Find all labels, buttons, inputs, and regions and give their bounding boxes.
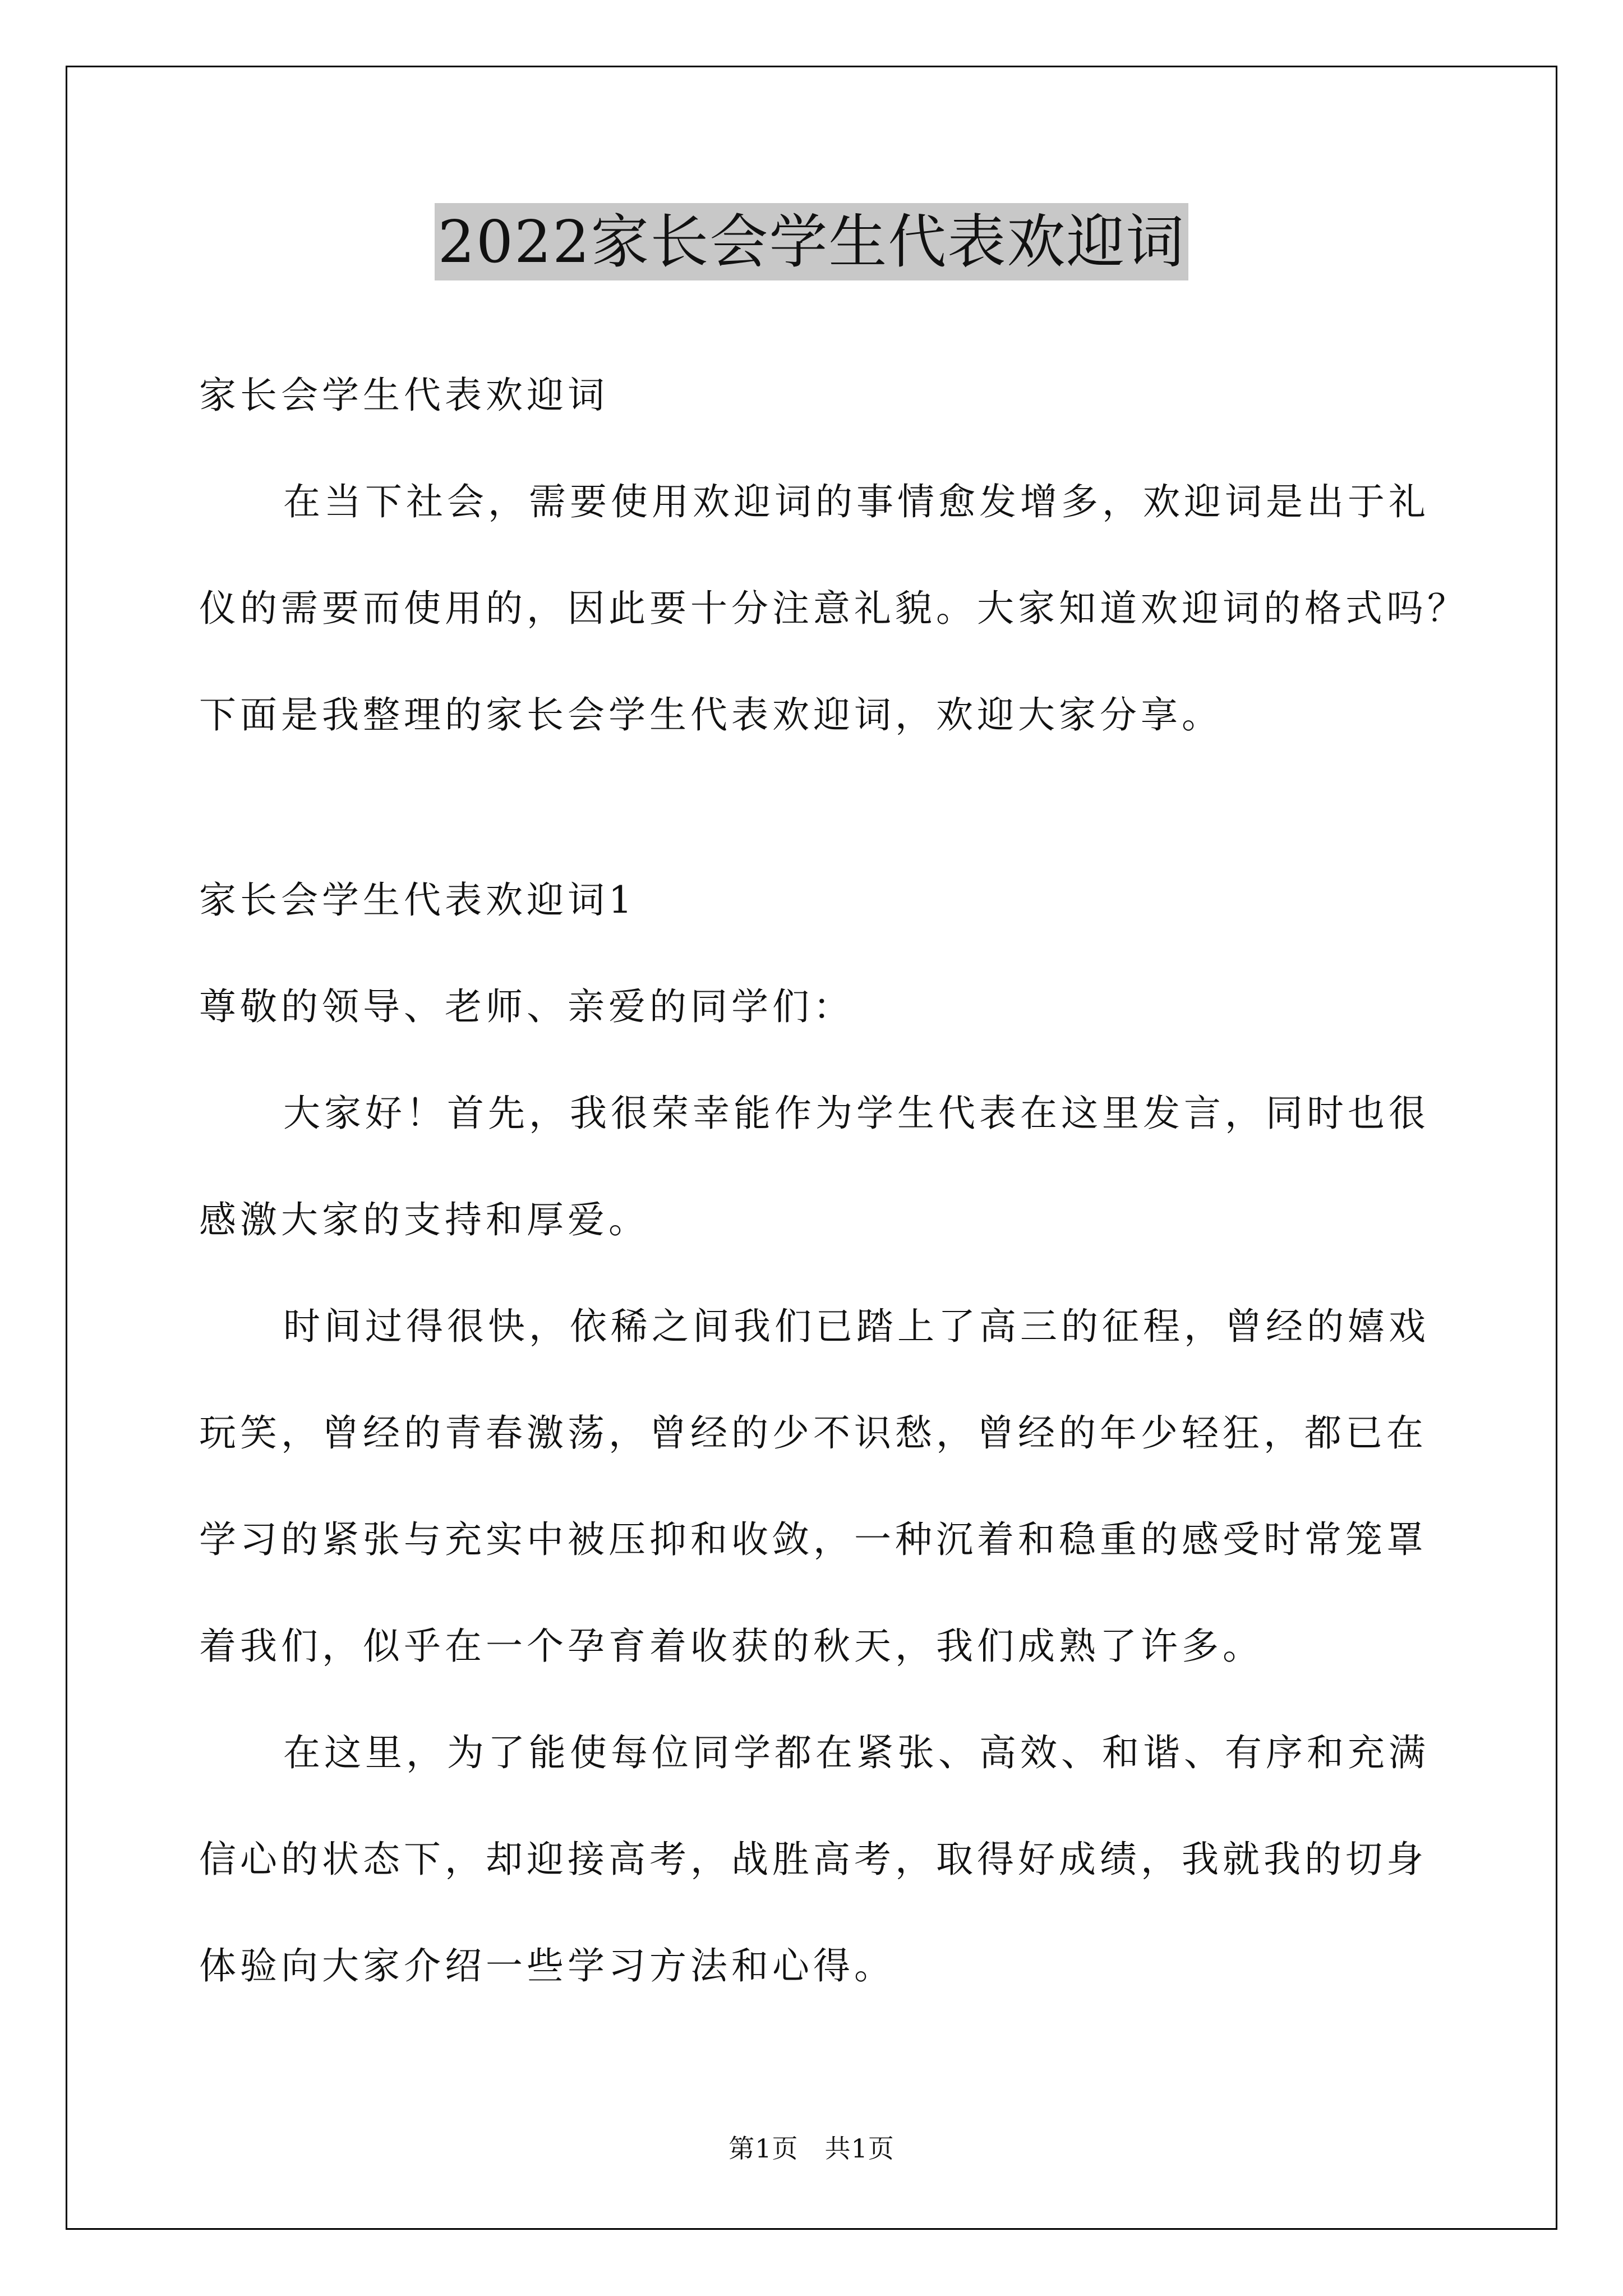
salutation: 尊敬的领导、老师、亲爱的同学们： [199, 985, 854, 1028]
section-heading: 家长会学生代表欢迎词1 [199, 878, 636, 922]
paragraph-line: 感激大家的支持和厚爱。 [199, 1198, 649, 1241]
paragraph-line: 大家好！首先，我很荣幸能作为学生代表在这里发言，同时也很 [283, 1092, 1430, 1135]
paragraph-line: 学习的紧张与充实中被压抑和收敛，一种沉着和稳重的感受时常笼罩 [199, 1518, 1427, 1561]
paragraph-line: 在这里，为了能使每位同学都在紧张、高效、和谐、有序和充满 [283, 1731, 1430, 1774]
intro-line: 仪的需要而使用的，因此要十分注意礼貌。大家知道欢迎词的格式吗？ [199, 587, 1468, 630]
paragraph-line: 体验向大家介绍一些学习方法和心得。 [199, 1944, 895, 1987]
paragraph-line: 着我们，似乎在一个孕育着收获的秋天，我们成熟了许多。 [199, 1625, 1264, 1668]
intro-line: 下面是我整理的家长会学生代表欢迎词，欢迎大家分享。 [199, 693, 1223, 737]
paragraph-line: 信心的状态下，却迎接高考，战胜高考，取得好成绩，我就我的切身 [199, 1838, 1427, 1881]
paragraph-line: 时间过得很快，依稀之间我们已踏上了高三的征程，曾经的嬉戏 [283, 1305, 1430, 1348]
paragraph-line: 玩笑，曾经的青春激荡，曾经的少不识愁，曾经的年少轻狂，都已在 [199, 1411, 1427, 1455]
page-footer: 第1页 共1页 [728, 2133, 895, 2164]
document-heading: 家长会学生代表欢迎词 [199, 374, 608, 417]
title-container [0, 203, 1623, 280]
section-gap [199, 769, 1433, 847]
document-title: 2022家长会学生代表欢迎词 [435, 203, 1189, 280]
document-body [199, 342, 1468, 2019]
intro-line: 在当下社会，需要使用欢迎词的事情愈发增多，欢迎词是出于礼 [283, 480, 1430, 523]
